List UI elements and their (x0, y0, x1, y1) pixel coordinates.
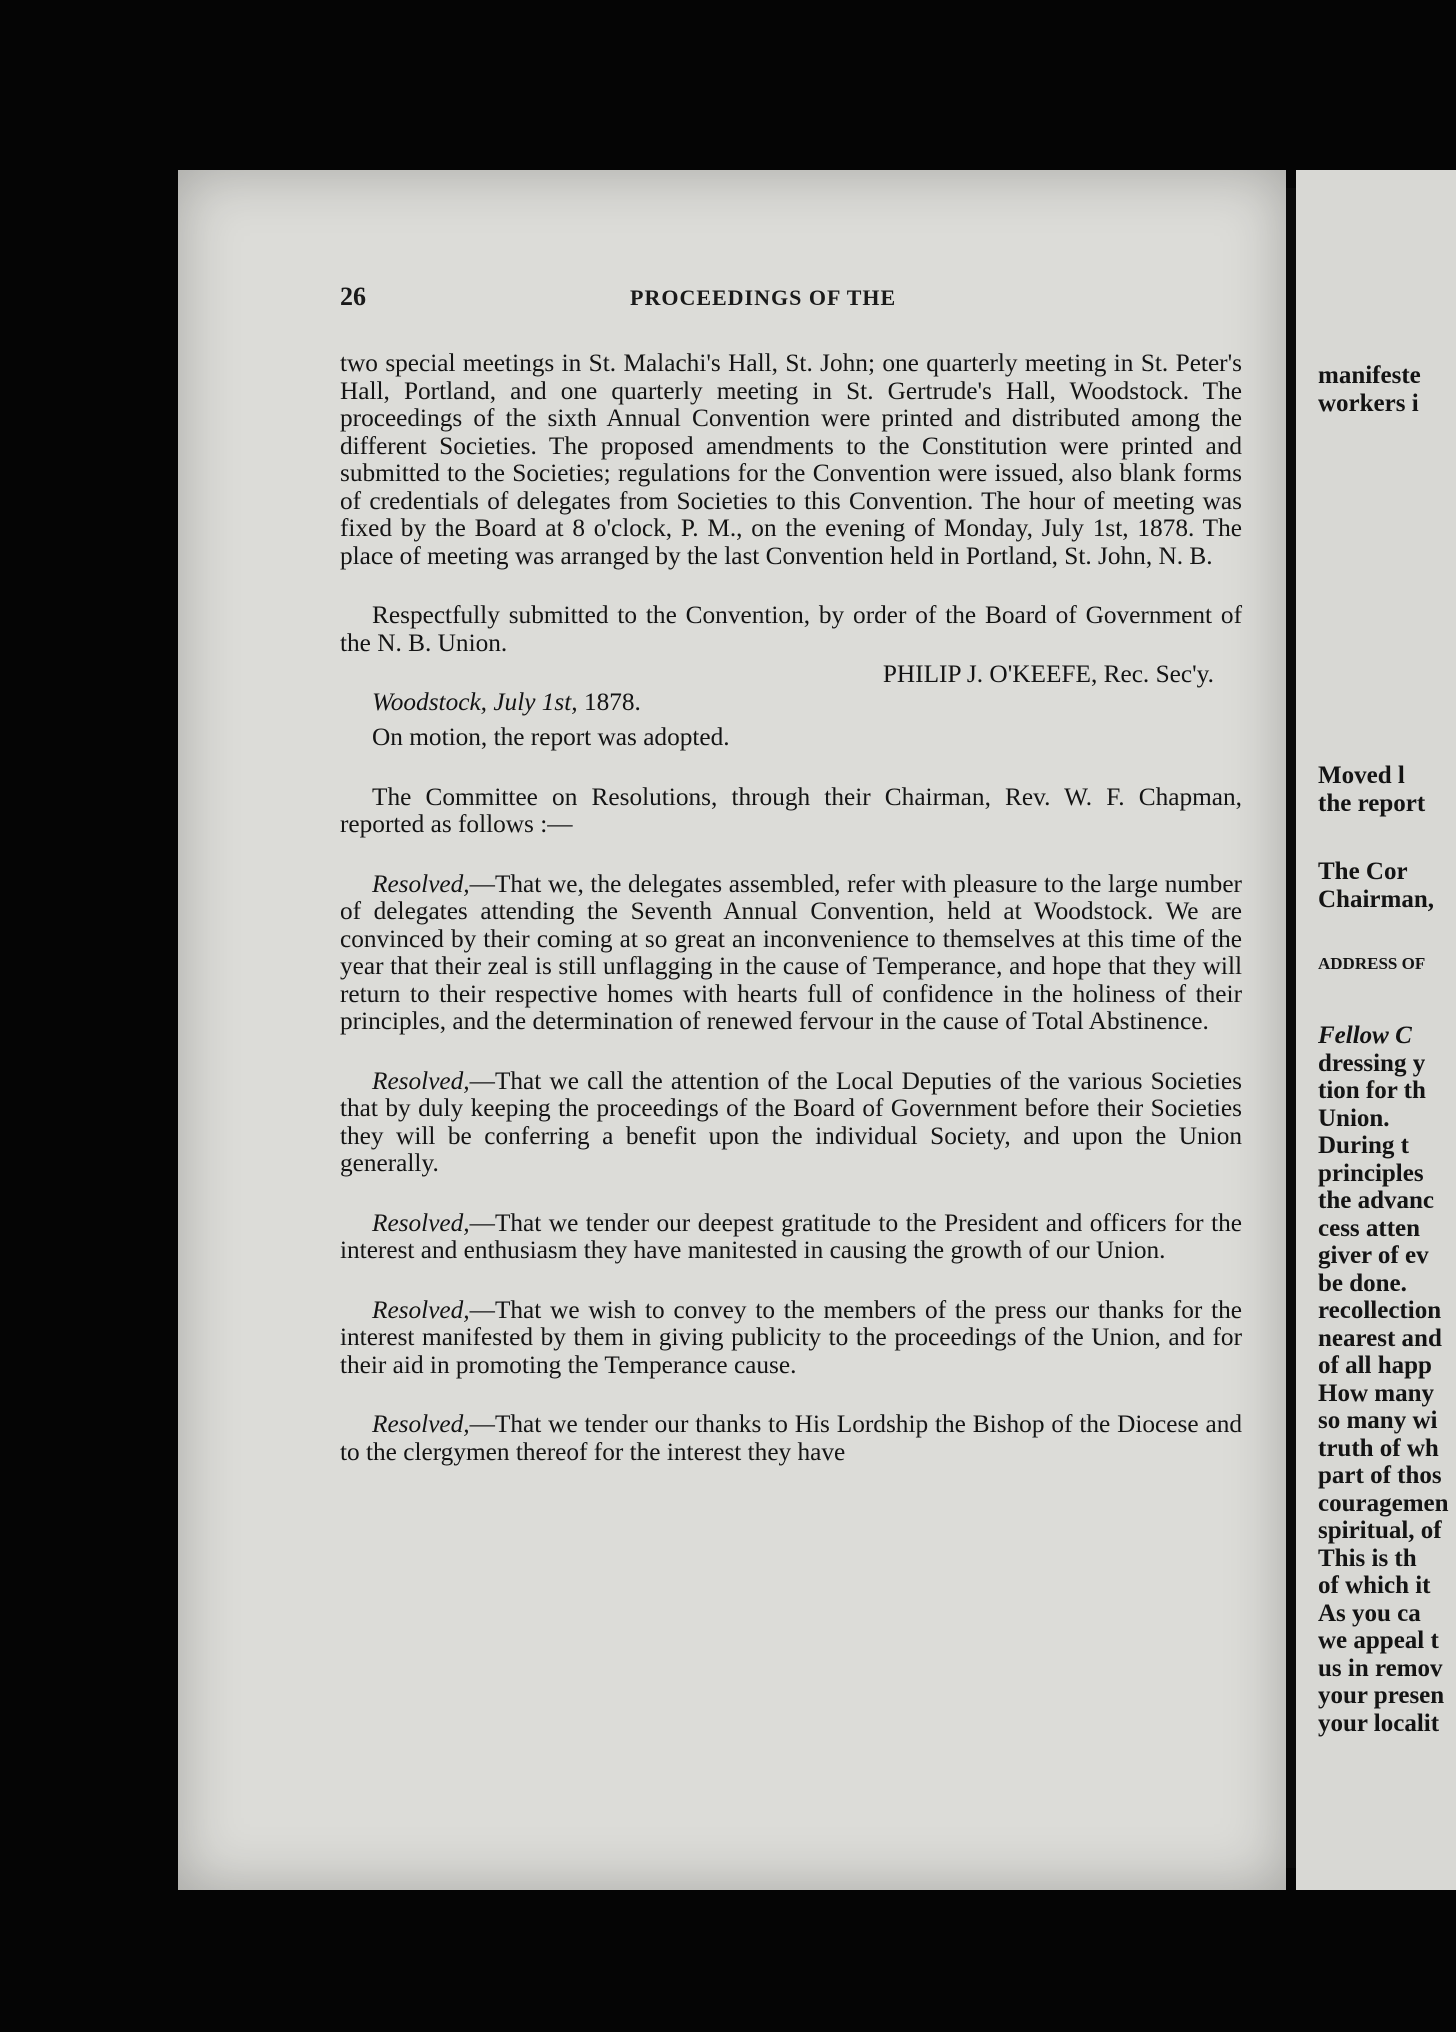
resolution-2-text: —That we call the attention of the Local Deputies of the various Societies that by duly keeping the proceedings of the Board of Government before their Societies they will be conferring a benefit upon the individual Society, and upon the Union generally. (340, 1066, 1242, 1177)
right-line: This is th (1318, 1544, 1417, 1572)
resolution-4 (340, 1297, 1242, 1380)
right-line: we appeal t (1318, 1627, 1439, 1654)
page-number: 26 (340, 282, 366, 311)
right-heading: ADDRESS OF (1318, 954, 1426, 973)
right-line: so many wi (1318, 1407, 1438, 1434)
right-line: spiritual, of (1318, 1517, 1442, 1544)
right-line: tion for th (1318, 1077, 1426, 1104)
resolved-label: Resolved, (372, 1295, 470, 1324)
right-line: the report (1318, 789, 1426, 817)
right-line: of all happ (1318, 1352, 1432, 1379)
right-group-2 (1318, 762, 1456, 817)
right-line: truth of wh (1318, 1434, 1439, 1462)
committee-report: The Committee on Resolutions, through their Chairman, Rev. W. F. Chapman, reported as follows :— (340, 782, 1242, 838)
resolution-3-text: —That we tender our deepest gratitude to the President and officers for the interest and enthusiasm they have manitested in causing the growth of our Union. (340, 1208, 1242, 1264)
right-line: couragemen (1318, 1489, 1449, 1517)
right-line: principles (1318, 1159, 1424, 1187)
motion-adopted: On motion, the report was adopted. (372, 723, 730, 751)
page-header (340, 282, 1240, 316)
signature: PHILIP J. O'KEEFE, Rec. Sec'y. (882, 660, 1214, 688)
resolution-1-text: —That we, the delegates assembled, refer with pleasure to the large number of delegates attending the Seventh Annual Convention, held at Woodstock. We are convinced by their coming at so great an inconvenience to themselves at this time of the year that their zeal is still unflagging in the cause of Temperance, and hope that they will return to their respective homes with hearts full of confidence in the holiness of their principles, and the determination of renewed fervour in the cause of Total Abstinence. (340, 869, 1242, 1035)
right-line: dressing y (1318, 1049, 1426, 1077)
right-line: Moved l (1318, 762, 1405, 789)
right-line: workers i (1318, 389, 1419, 417)
right-line: During t (1318, 1132, 1409, 1159)
right-line: As you ca (1318, 1599, 1421, 1627)
right-line: part of thos (1318, 1462, 1442, 1489)
right-group-4 (1318, 1022, 1456, 1737)
right-line: manifeste (1318, 362, 1421, 389)
place-date-italic: Woodstock, July 1st, (372, 687, 578, 716)
page-divider (1286, 188, 1296, 1868)
running-head: PROCEEDINGS OF THE (630, 285, 897, 310)
resolved-label: Resolved, (372, 1066, 470, 1095)
resolved-label: Resolved, (372, 1208, 470, 1237)
right-line: your presen (1318, 1682, 1445, 1709)
right-line: How many (1318, 1379, 1434, 1407)
right-line: be done. (1318, 1269, 1407, 1297)
place-date (340, 689, 1242, 717)
right-line: of which it (1318, 1572, 1431, 1599)
resolved-label: Resolved, (372, 869, 470, 898)
resolution-5-text: —That we tender our thanks to His Lordship the Bishop of the Diocese and to the clergymen thereof for the interest they have (340, 1410, 1242, 1466)
right-line: Union. (1318, 1104, 1390, 1132)
left-column-text (340, 350, 1242, 1466)
resolution-4-text: —That we wish to convey to the members of the press our thanks for the interest manifested by them in giving publicity to the proceedings of the Union, and for their aid in promoting the Temperance cause. (340, 1295, 1242, 1379)
resolution-3 (340, 1210, 1242, 1265)
right-group-1 (1318, 362, 1456, 417)
resolved-label: Resolved, (372, 1410, 470, 1438)
right-line: giver of ev (1318, 1242, 1429, 1269)
right-line: The Cor (1318, 858, 1408, 885)
place-date-year: 1878. (577, 687, 641, 716)
resolution-5 (340, 1411, 1242, 1466)
right-line: the advanc (1318, 1187, 1434, 1214)
report-paragraph: two special meetings in St. Malachi's Hall, St. John; one quarterly meeting in St. Peter's Hall, Portland, and one quarterly meeting in St. Gertrude's Hall, Woodstock. The proceedings of the sixth Annual Convention were printed and distributed among the different Societies. The proposed amendments to the Constitution were printed and submitted to the Societies; regulations for the Convention were issued, also blank forms of credentials of delegates from Societies to this Convention. The hour of meeting was fixed by the Board at 8 o'clock, P. M., on the evening of Monday, July 1st, 1878. The place of meeting was arranged by the last Convention held in Portland, St. John, N. B. (340, 349, 1242, 570)
right-line: us in remov (1318, 1654, 1443, 1682)
resolution-2 (340, 1068, 1242, 1178)
right-line: cess atten (1318, 1214, 1421, 1242)
right-line: your localit (1318, 1709, 1440, 1737)
right-line: nearest and (1318, 1324, 1442, 1352)
right-line: Fellow C (1318, 1022, 1412, 1049)
right-line: Chairman, (1318, 885, 1434, 913)
respectfully-submitted: Respectfully submitted to the Convention, by order of the Board of Government of the N. B. Union. (340, 601, 1242, 657)
resolution-1 (340, 871, 1242, 1036)
right-line: recollection (1318, 1297, 1442, 1324)
right-group-3 (1318, 858, 1456, 913)
